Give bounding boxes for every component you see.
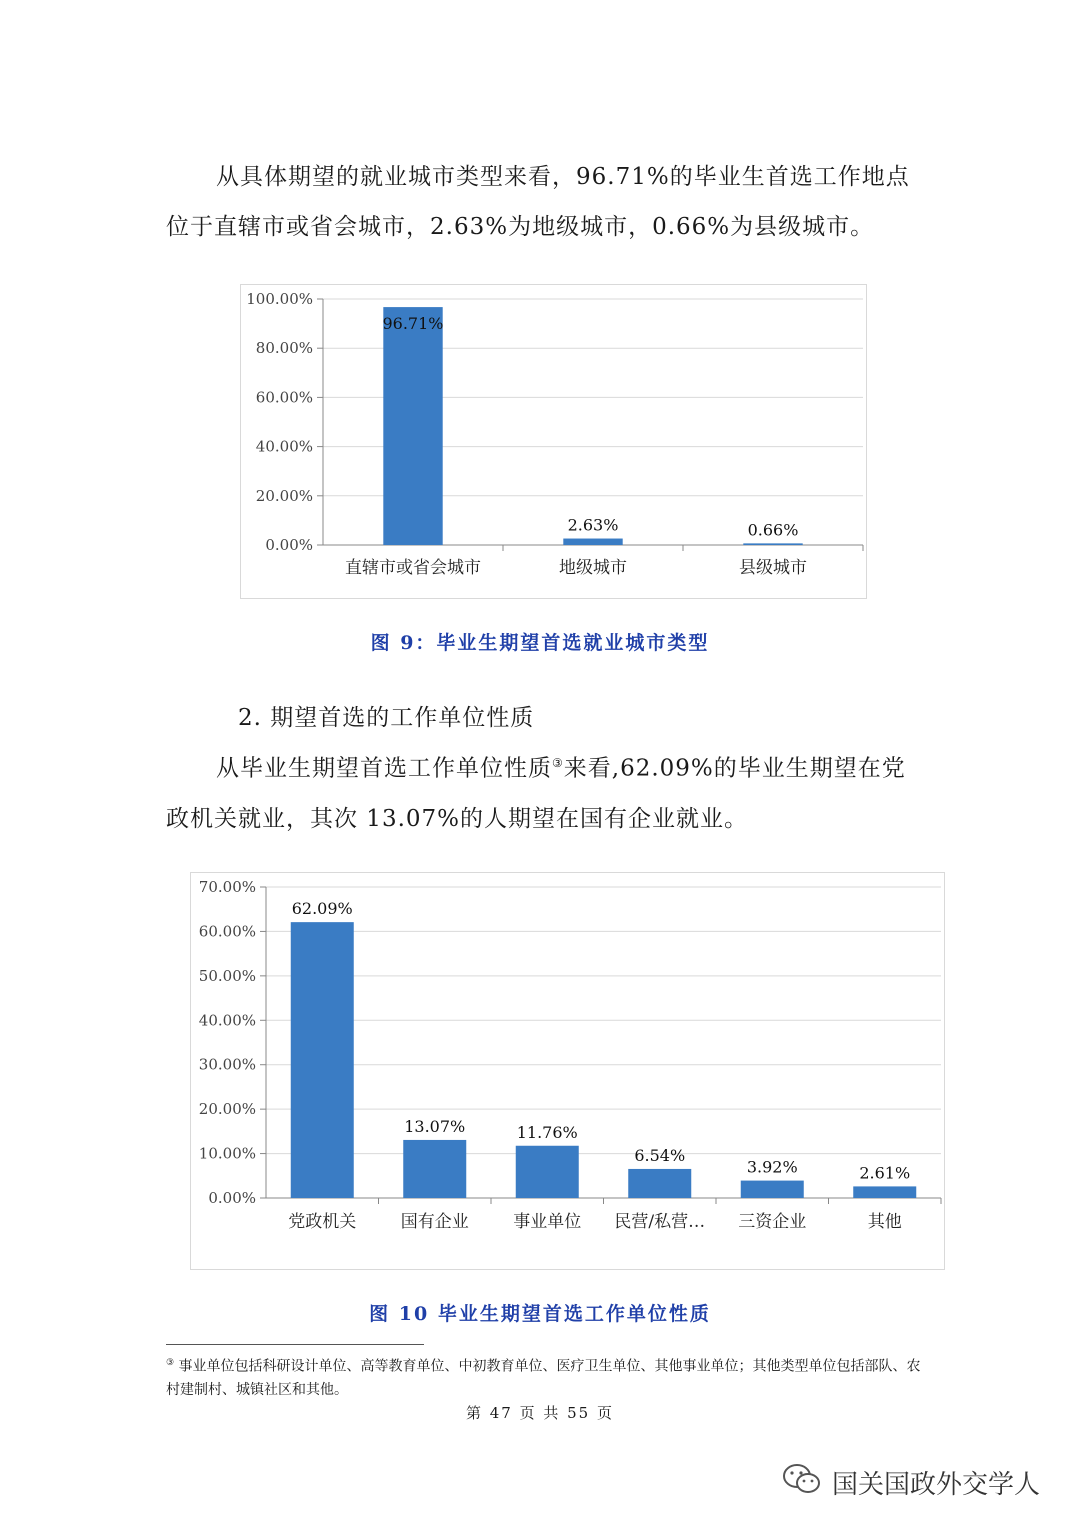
data-label: 96.71%: [382, 314, 444, 334]
paragraph-line: 位于直辖市或省会城市，2.63%为地级城市，0.66%为县级城市。: [166, 214, 875, 240]
y-tick-label: 40.00%: [255, 437, 313, 456]
wechat-icon: [782, 1462, 822, 1503]
data-label: 6.54%: [634, 1145, 686, 1165]
x-tick-label: 三资企业: [738, 1212, 807, 1232]
y-tick-label: 60.00%: [255, 388, 313, 407]
bar: [743, 543, 802, 545]
y-tick-label: 30.00%: [198, 1055, 256, 1074]
paragraph-line: 政机关就业，其次 13.07%的人期望在国有企业就业。: [166, 805, 749, 832]
y-tick-label: 20.00%: [255, 486, 313, 505]
footnote-reference[interactable]: ③: [552, 756, 564, 770]
x-tick-label: 其他: [867, 1212, 902, 1232]
data-label: 0.66%: [747, 520, 799, 540]
y-tick-label: 70.00%: [198, 878, 256, 896]
y-tick-label: 60.00%: [198, 922, 256, 941]
data-label: 2.61%: [859, 1163, 911, 1183]
paragraph-line: 从具体期望的就业城市类型来看，96.71%的毕业生首选工作地点: [216, 164, 910, 190]
chart-city-type-frame: [240, 284, 867, 599]
y-tick-label: 0.00%: [208, 1189, 256, 1207]
y-tick-label: 10.00%: [198, 1144, 256, 1163]
watermark: [782, 1462, 1040, 1502]
bar: [628, 1169, 691, 1198]
chart-unit-type-frame: [190, 872, 945, 1270]
chart-unit-type: [191, 873, 944, 1269]
y-tick-label: 80.00%: [255, 339, 313, 358]
bar: [853, 1186, 916, 1198]
paragraph-unit-type: [166, 738, 926, 844]
paragraph-city-type: [166, 152, 926, 252]
footnote-marker: ③: [166, 1358, 175, 1368]
bar: [516, 1146, 579, 1198]
y-tick-label: 20.00%: [198, 1100, 256, 1119]
footnote: [166, 1352, 926, 1402]
chart-city-type: [241, 285, 866, 598]
data-label: 3.92%: [746, 1157, 798, 1177]
paragraph-text: 从毕业生期望首选工作单位性质: [216, 755, 552, 782]
data-label: 2.63%: [567, 515, 619, 535]
bar: [403, 1140, 466, 1198]
bar: [563, 539, 622, 545]
data-label: 62.09%: [291, 899, 353, 919]
bar: [383, 307, 442, 545]
x-tick-label: 县级城市: [739, 558, 807, 578]
y-tick-label: 50.00%: [198, 966, 256, 985]
y-tick-label: 40.00%: [198, 1011, 256, 1030]
y-tick-label: 100.00%: [246, 290, 313, 308]
figure10-caption: 图 10 毕业生期望首选工作单位性质: [369, 1303, 711, 1325]
x-tick-label: 党政机关: [288, 1212, 357, 1232]
footnote-text: 事业单位包括科研设计单位、高等教育单位、中初教育单位、医疗卫生单位、其他事业单位；其他类型单位包括部队、农村建制村、城镇社区和其他。: [166, 1358, 921, 1398]
x-tick-label: 民营/私营…: [614, 1212, 706, 1232]
paragraph-text: 来看,62.09%的毕业生期望在党: [563, 755, 906, 782]
page-number: 第 47 页 共 55 页: [465, 1404, 614, 1422]
footnote-divider: [166, 1344, 424, 1345]
x-tick-label: 事业单位: [513, 1212, 582, 1232]
x-tick-label: 直辖市或省会城市: [345, 558, 481, 578]
watermark-text: 国关国政外交学人: [832, 1469, 1041, 1500]
bar: [741, 1181, 804, 1198]
x-tick-label: 国有企业: [400, 1212, 469, 1232]
data-label: 11.76%: [516, 1122, 578, 1142]
y-tick-label: 0.00%: [265, 536, 313, 554]
x-tick-label: 地级城市: [559, 558, 627, 578]
figure9-caption: 图 9：毕业生期望首选就业城市类型: [370, 632, 710, 654]
bar: [291, 922, 354, 1198]
section-heading: 2. 期望首选的工作单位性质: [238, 705, 535, 731]
data-label: 13.07%: [404, 1116, 466, 1136]
